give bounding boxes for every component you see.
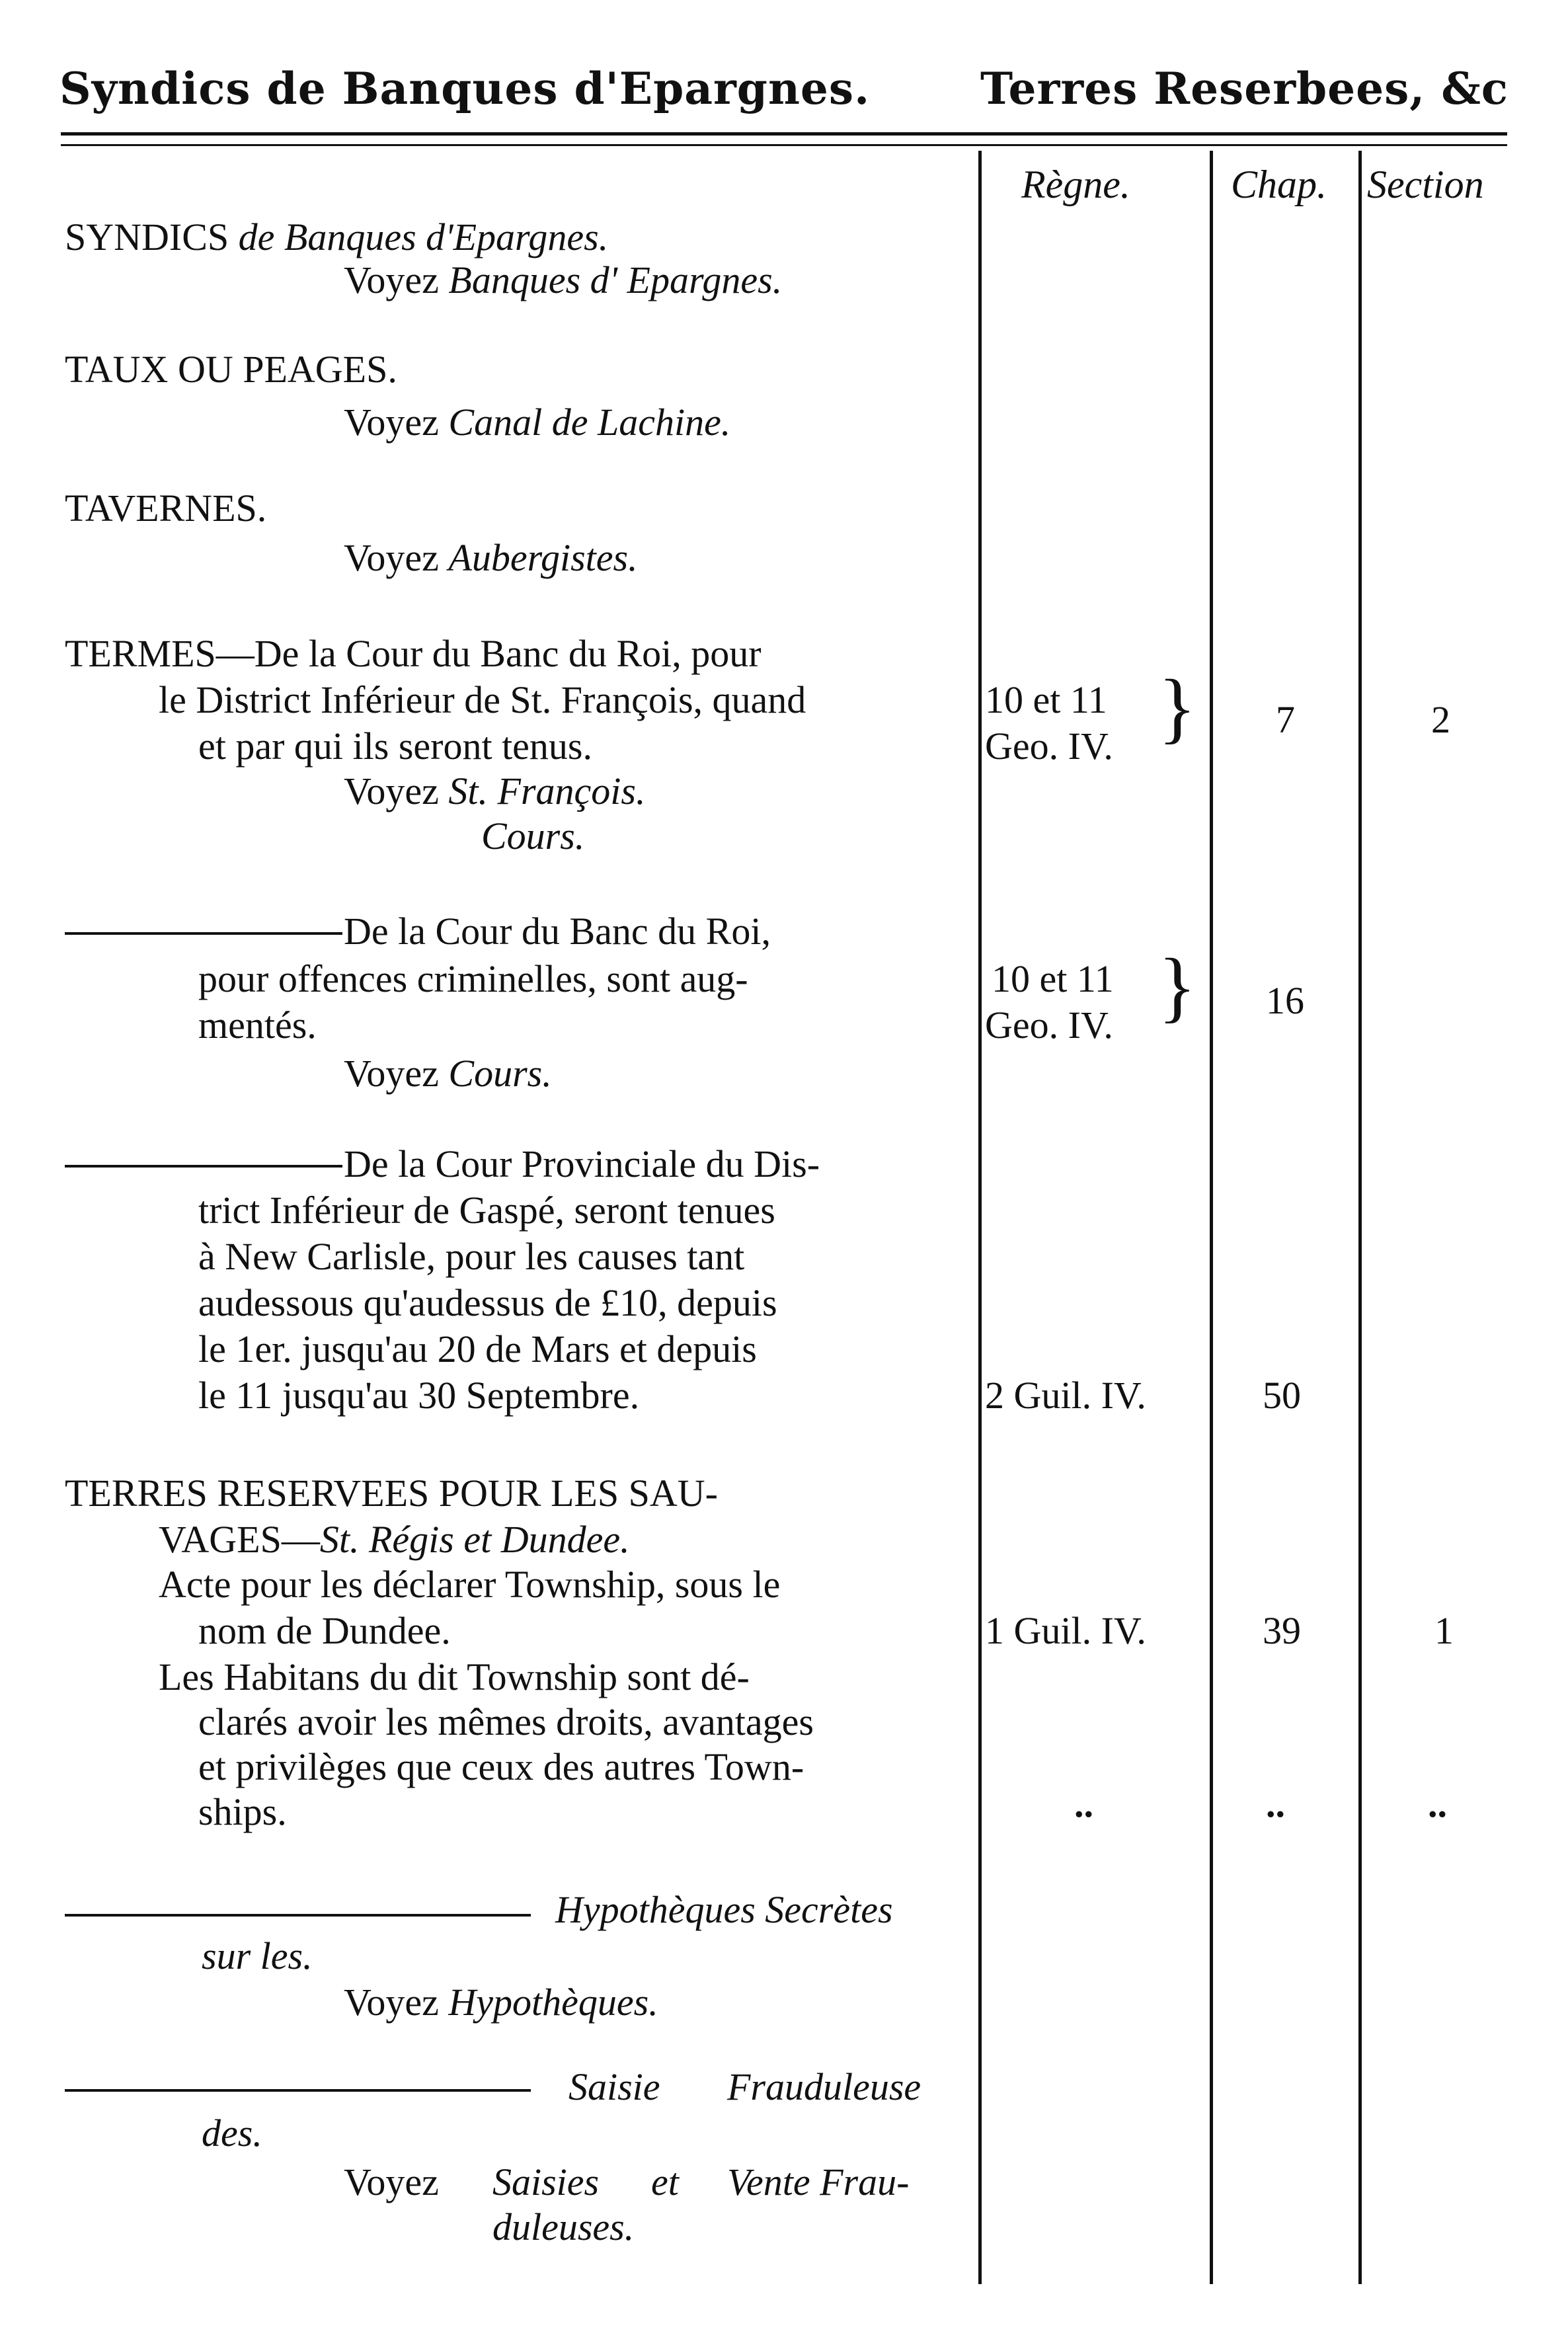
ditto-dash: [65, 1165, 342, 1168]
entry-termes1-regne-1: 10 et 11: [985, 678, 1107, 721]
right-brace-icon: }: [1158, 942, 1196, 1030]
running-header-left: Syndics de Banques d'Epargnes.: [59, 63, 871, 114]
entry-termes1-section: 2: [1431, 698, 1450, 741]
entry-terres-regne: 1 Guil. IV.: [985, 1609, 1146, 1652]
entry-hypotheques-see-also: Voyez Hypothèques.: [344, 1981, 658, 2024]
entry-termes3-line: audessous qu'audessus de £10, depuis: [198, 1281, 777, 1324]
entry-terres-line: clarés avoir les mêmes droits, avantages: [198, 1700, 814, 1743]
entry-termes1-chap: 7: [1276, 698, 1295, 741]
entry-terres-line: Les Habitans du dit Township sont dé-: [159, 1655, 750, 1698]
ditto-dash: [65, 1914, 531, 1917]
ditto-dash: [65, 2089, 531, 2092]
entry-termes3-line: le 1er. jusqu'au 20 de Mars et depuis: [198, 1327, 757, 1370]
entry-taux-see-also: Voyez Canal de Lachine.: [344, 401, 731, 444]
entry-termes2-chap: 16: [1266, 979, 1304, 1022]
running-header-right: Terres Reserbees, &c: [980, 63, 1509, 114]
entry-terres-line: Acte pour les déclarer Township, sous le: [159, 1563, 781, 1606]
entry-termes3-chap: 50: [1263, 1374, 1301, 1417]
entry-termes2-regne-1: 10 et 11: [992, 957, 1114, 1000]
entry-termes2-line: pour offences criminelles, sont aug-: [198, 957, 748, 1000]
entry-saisie-line: des.: [202, 2112, 262, 2155]
entry-terres-section: 1: [1434, 1609, 1454, 1652]
entry-hypotheques-line: sur les.: [202, 1934, 313, 1977]
entry-saisie-ref: Vente Frau-: [727, 2160, 910, 2203]
entry-saisie-ref: et: [651, 2160, 679, 2203]
entry-termes1-line: le District Inférieur de St. François, quand: [159, 678, 806, 721]
entry-termes1-line: TERMES—De la Cour du Banc du Roi, pour: [65, 632, 762, 675]
entry-tavernes-heading: TAVERNES.: [65, 487, 267, 530]
entry-taux-heading: TAUX OU PEAGES.: [65, 348, 397, 391]
ditto-dots: ..: [1074, 1782, 1093, 1825]
right-brace-icon: }: [1158, 663, 1196, 751]
column-header-chap: Chap.: [1231, 163, 1327, 206]
entry-hypotheques-line: Hypothèques Secrètes: [555, 1888, 893, 1931]
entry-terres-line: ships.: [198, 1790, 287, 1833]
entry-termes3-line: à New Carlisle, pour les causes tant: [198, 1235, 745, 1278]
header-rule-thick: [61, 132, 1507, 136]
entry-termes3-regne: 2 Guil. IV.: [985, 1374, 1146, 1417]
ditto-dots: ..: [1428, 1782, 1447, 1825]
entry-terres-chap: 39: [1263, 1609, 1301, 1652]
entry-saisie-line: Frauduleuse: [727, 2065, 921, 2108]
header-rule-thin: [61, 144, 1507, 146]
entry-tavernes-see-also: Voyez Aubergistes.: [344, 536, 638, 579]
ditto-dots: ..: [1266, 1782, 1285, 1825]
entry-termes2-see-also: Voyez Cours.: [344, 1052, 552, 1095]
entry-termes3-line: De la Cour Provinciale du Dis-: [344, 1142, 820, 1185]
entry-saisie-ref: duleuses.: [492, 2205, 635, 2248]
entry-saisie-line: Saisie: [568, 2065, 660, 2108]
entry-terres-heading: TERRES RESERVEES POUR LES SAU-: [65, 1472, 718, 1515]
entry-termes1-line: et par qui ils seront tenus.: [198, 725, 593, 768]
entry-termes2-line: mentés.: [198, 1004, 317, 1047]
entry-terres-line: nom de Dundee.: [198, 1609, 451, 1652]
entry-termes1-see-also-2: Cours.: [481, 814, 585, 857]
entry-termes3-line: trict Inférieur de Gaspé, seront tenues: [198, 1189, 775, 1232]
column-divider-regne: [1210, 151, 1213, 2284]
column-header-section: Section: [1367, 163, 1484, 206]
entry-termes1-see-also: Voyez St. François.: [344, 770, 646, 812]
entry-termes2-line: De la Cour du Banc du Roi,: [344, 910, 771, 953]
entry-syndics-heading: SYNDICS de Banques d'Epargnes.: [65, 216, 609, 258]
entry-termes3-line: le 11 jusqu'au 30 Septembre.: [198, 1374, 640, 1417]
entry-saisie-ref: Saisies: [492, 2160, 600, 2203]
entry-terres-heading-2: VAGES—St. Régis et Dundee.: [159, 1518, 630, 1561]
entry-termes1-regne-2: Geo. IV.: [985, 725, 1113, 768]
entry-saisie-see-also: Voyez: [344, 2160, 439, 2203]
column-divider-text: [978, 151, 982, 2284]
entry-terres-line: et privilèges que ceux des autres Town-: [198, 1745, 804, 1788]
entry-syndics-see-also: Voyez Banques d' Epargnes.: [344, 258, 783, 301]
column-divider-chap: [1358, 151, 1362, 2284]
column-header-regne: Règne.: [1021, 163, 1130, 206]
ditto-dash: [65, 932, 342, 935]
entry-termes2-regne-2: Geo. IV.: [985, 1004, 1113, 1047]
